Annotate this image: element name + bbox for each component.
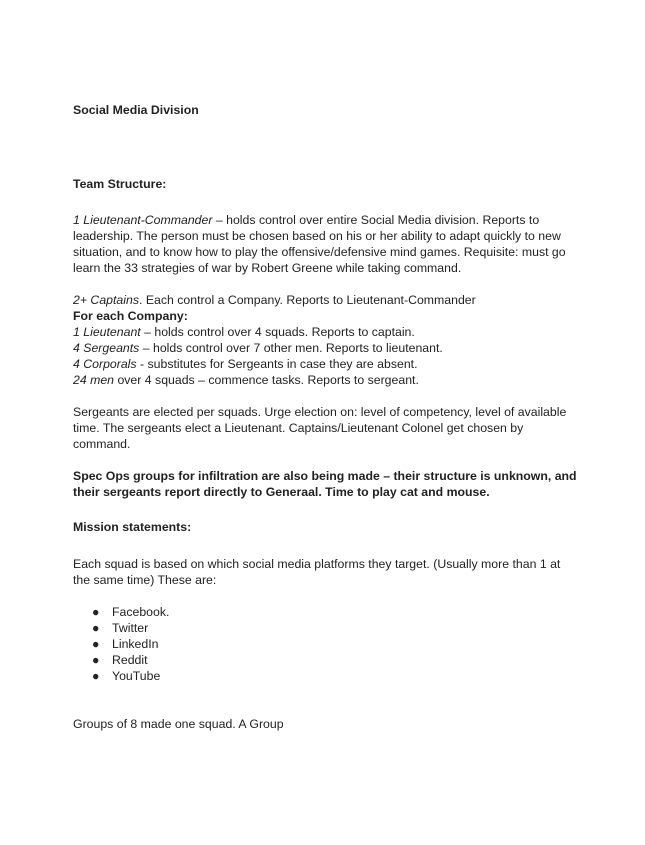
lt-commander-text: – holds control over entire Social Media division. Reports to leadership. The person must be chosen based on his or her ability to adapt quickly to new situation, and to know how to play the offensive/defensive mind games. Requisite: must go learn the 33 strategies of war by Robert Greene while taking command. (73, 213, 566, 275)
list-item (73, 620, 578, 636)
company-role-text: – holds control over 4 squads. Reports to captain. (140, 325, 415, 339)
spec-ops-paragraph: Spec Ops groups for infiltration are also being made – their structure is unknown, and their sergeants report directly to Generaal. Time to play cat and mouse. (73, 469, 577, 499)
list-item (73, 668, 578, 684)
captains-line (73, 292, 578, 308)
platform-label: LinkedIn (112, 637, 159, 651)
closing-line: Groups of 8 made one squad. A Group (73, 717, 284, 731)
company-role-men (73, 372, 578, 388)
lt-commander-paragraph (73, 212, 578, 276)
platform-label: Twitter (112, 621, 149, 635)
company-role-name: 1 Lieutenant (73, 325, 141, 339)
mission-heading: Mission statements: (73, 520, 192, 534)
bullet-icon: ● (92, 621, 100, 635)
captains-text: . Each control a Company. Reports to Lieutenant-Commander (138, 293, 476, 307)
lt-commander-role: 1 Lieutenant-Commander (73, 213, 213, 227)
each-company-heading: For each Company: (73, 309, 188, 323)
bullet-icon: ● (92, 653, 100, 667)
company-role-text: - substitutes for Sergeants in case they are absent. (136, 357, 418, 371)
bullet-icon: ● (92, 669, 100, 683)
company-role-name: 24 men (73, 373, 115, 387)
platform-label: YouTube (112, 669, 161, 683)
company-role-lieutenant (73, 324, 578, 340)
document-title: Social Media Division (73, 103, 199, 117)
company-role-text: – holds control over 7 other men. Reports to lieutenant. (139, 341, 443, 355)
bullet-icon: ● (92, 637, 100, 651)
platform-label: Facebook. (112, 605, 170, 619)
platform-list (73, 604, 578, 684)
mission-paragraph: Each squad is based on which social media platforms they target. (Usually more than 1 at the same time) These are: (73, 557, 561, 587)
sergeants-paragraph: Sergeants are elected per squads. Urge election on: level of competency, level of available time. The sergeants elect a Lieutenant. Captains/Lieutenant Colonel get chosen by command. (73, 405, 567, 451)
captains-role: 2+ Captains (73, 293, 139, 307)
company-role-name: 4 Sergeants (73, 341, 140, 355)
company-role-sergeants (73, 340, 578, 356)
company-role-name: 4 Corporals (73, 357, 137, 371)
company-role-text: over 4 squads – commence tasks. Reports to sergeant. (114, 373, 419, 387)
company-role-corporals (73, 356, 578, 372)
platform-label: Reddit (112, 653, 148, 667)
list-item (73, 604, 578, 620)
list-item (73, 636, 578, 652)
team-structure-heading: Team Structure: (73, 177, 167, 191)
list-item (73, 652, 578, 668)
bullet-icon: ● (92, 605, 100, 619)
